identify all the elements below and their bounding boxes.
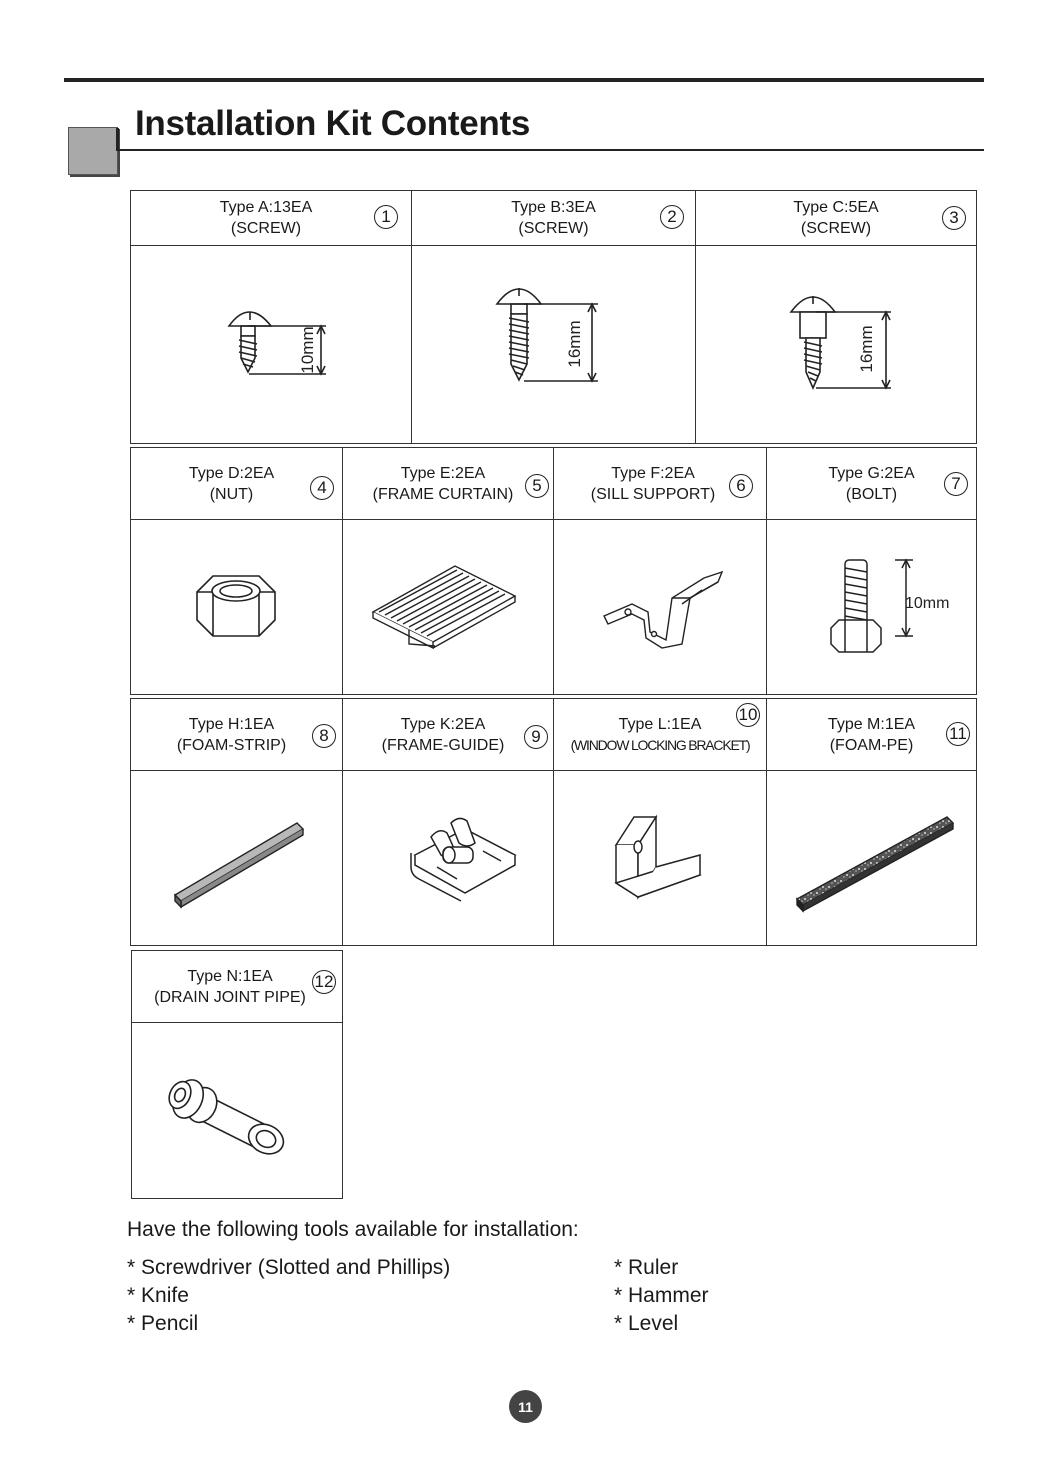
part-type: Type A:13EA	[219, 199, 313, 216]
part-desc: (SILL SUPPORT)	[590, 485, 716, 503]
part-header-m	[766, 698, 977, 771]
part-header-h	[130, 698, 343, 771]
part-desc: (FRAME-GUIDE)	[381, 736, 505, 754]
part-header-f	[553, 447, 767, 520]
part-type: Type N:1EA	[187, 967, 273, 985]
part-number-badge: 3	[942, 206, 966, 230]
part-number-badge: 9	[524, 725, 548, 749]
part-header-b	[411, 190, 696, 246]
tools-intro: Have the following tools available for installation:	[127, 1218, 579, 1241]
part-image-k	[342, 770, 554, 946]
part-type: Type K:2EA	[400, 715, 486, 733]
part-header-k	[342, 698, 554, 771]
part-header-l	[553, 698, 767, 771]
page-number: 11	[509, 1390, 542, 1423]
part-desc: (SCREW)	[518, 220, 589, 237]
part-type: Type C:5EA	[793, 199, 879, 216]
part-number-badge: 11	[946, 722, 970, 746]
part-number-badge: 7	[944, 472, 968, 496]
part-desc: (SCREW)	[230, 220, 302, 237]
part-image-f	[553, 519, 767, 695]
part-image-e	[342, 519, 554, 695]
part-number-badge: 6	[729, 474, 753, 498]
drain-joint-pipe-icon	[132, 1023, 342, 1198]
locking-bracket-icon	[554, 771, 766, 945]
part-desc: (SCREW)	[800, 220, 872, 237]
part-image-a	[130, 245, 412, 444]
part-image-g	[766, 519, 977, 695]
screw-c-icon	[696, 246, 976, 443]
part-desc: (FOAM-PE)	[829, 736, 914, 754]
dimension-label: 16mm	[565, 320, 584, 368]
section-marker	[68, 127, 118, 175]
screw-a-icon	[131, 246, 411, 443]
part-image-m	[766, 770, 977, 946]
part-number-badge: 4	[310, 476, 334, 500]
foam-pe-icon	[767, 771, 976, 945]
part-type: Type M:1EA	[827, 715, 916, 733]
sill-support-icon	[554, 520, 766, 694]
frame-curtain-icon	[343, 520, 553, 694]
dimension-label: 10mm	[905, 595, 950, 612]
part-number-badge: 8	[312, 724, 336, 748]
dimension-label: 16mm	[857, 325, 876, 373]
part-image-n	[131, 1022, 343, 1199]
part-image-b	[411, 245, 696, 444]
part-header-d	[130, 447, 343, 520]
part-header-e	[342, 447, 554, 520]
nut-icon	[131, 520, 342, 694]
part-number-badge: 2	[660, 205, 684, 229]
part-header-a	[130, 190, 412, 246]
tool-item: * Level	[614, 1312, 679, 1335]
part-type: Type G:2EA	[828, 464, 915, 482]
part-number-badge: 10	[736, 703, 760, 727]
part-header-n	[131, 950, 343, 1023]
screw-b-icon	[412, 246, 695, 443]
tool-item: * Ruler	[614, 1256, 679, 1279]
part-type: Type D:2EA	[188, 464, 275, 482]
part-desc: (NUT)	[209, 485, 254, 503]
part-number-badge: 5	[525, 474, 549, 498]
title-bar	[116, 128, 119, 150]
part-image-d	[130, 519, 343, 695]
part-desc: (WINDOW LOCKING BRACKET)	[570, 736, 750, 753]
part-header-c	[695, 190, 977, 246]
part-type: Type L:1EA	[618, 715, 702, 733]
tool-item: * Hammer	[614, 1284, 709, 1307]
page-title: Installation Kit Contents	[135, 104, 531, 143]
part-number-badge: 12	[312, 970, 336, 994]
part-image-c	[695, 245, 977, 444]
part-desc: (FOAM-STRIP)	[176, 736, 287, 754]
tool-item: * Screwdriver (Slotted and Phillips)	[127, 1256, 451, 1279]
foam-strip-icon	[131, 771, 342, 945]
tool-item: * Knife	[127, 1284, 189, 1307]
part-type: Type F:2EA	[611, 464, 695, 482]
frame-guide-icon	[343, 771, 553, 945]
tool-item: * Pencil	[127, 1312, 199, 1335]
part-desc: (FRAME CURTAIN)	[372, 485, 514, 503]
title-rule	[116, 149, 984, 151]
top-rule	[64, 78, 984, 82]
part-image-h	[130, 770, 343, 946]
part-header-g	[766, 447, 977, 520]
part-desc: (BOLT)	[845, 485, 898, 503]
part-number-badge: 1	[374, 205, 398, 229]
part-type: Type B:3EA	[511, 199, 596, 216]
part-type: Type E:2EA	[400, 464, 486, 482]
part-image-l	[553, 770, 767, 946]
dimension-label: 10mm	[298, 326, 317, 374]
part-desc: (DRAIN JOINT PIPE)	[154, 988, 306, 1006]
bolt-icon	[767, 520, 976, 694]
part-type: Type H:1EA	[188, 715, 275, 733]
